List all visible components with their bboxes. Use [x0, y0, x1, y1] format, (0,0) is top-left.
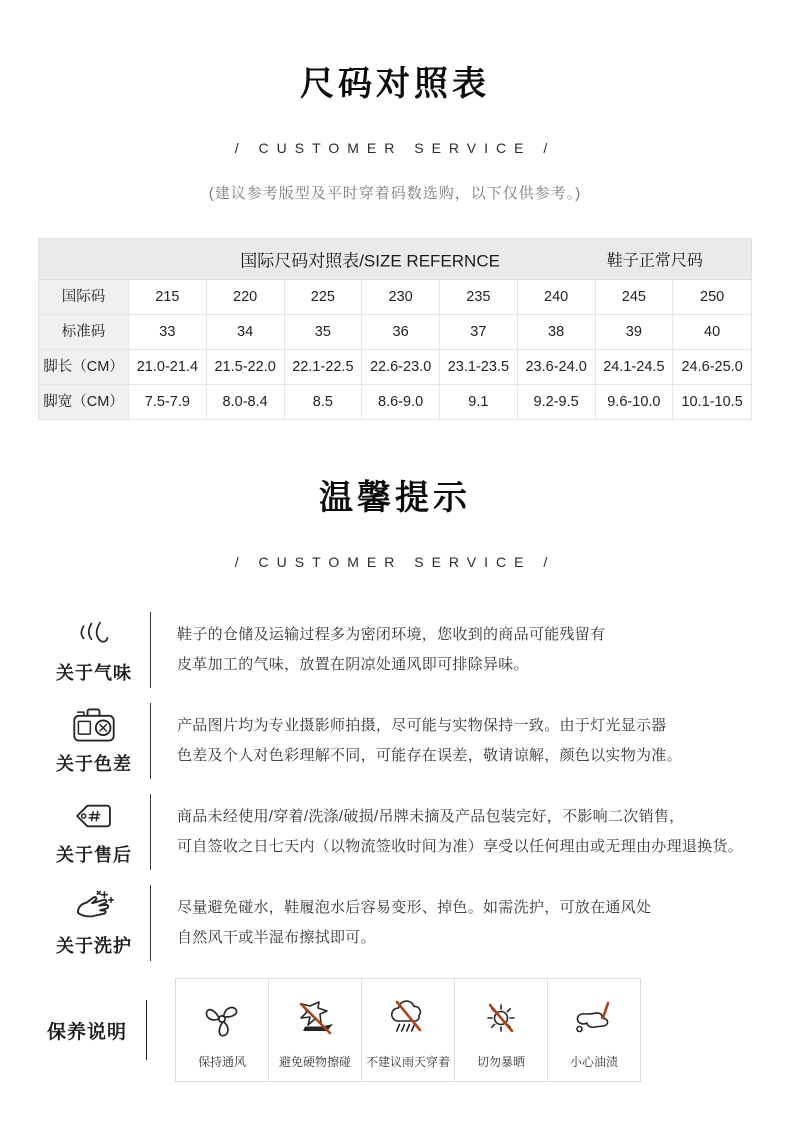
care-item-no-rain — [361, 978, 455, 1082]
care-item-label: 保持通风 — [197, 1055, 246, 1069]
table-cell: 10.1-10.5 — [673, 385, 751, 419]
tip-text-line: 鞋子的仓储及运输过程多为密闭环境，您收到的商品可能残留有 — [177, 625, 606, 643]
warm-tips-title: 温馨提示 — [319, 479, 471, 517]
table-cell: 37 — [440, 315, 518, 350]
table-cell: 8.0-8.4 — [207, 385, 285, 419]
tip-text-line: 尽量避免碰水，鞋履泡水后容易变形、掉色。如需洗护，可放在通风处 — [177, 898, 652, 916]
table-cell: 8.5 — [285, 385, 363, 419]
tip-label: 关于色差 — [56, 753, 132, 774]
table-cell: 21.5-22.0 — [207, 350, 285, 385]
tip-text — [151, 620, 605, 680]
table-cell: 245 — [596, 280, 674, 315]
table-cell: 33 — [129, 315, 207, 350]
tip-left-washing — [38, 888, 150, 958]
tip-text-line: 色差及个人对色彩理解不同，可能存在误差，敬请谅解，颜色以实物为准。 — [177, 746, 682, 764]
care-instructions-section — [38, 978, 790, 1082]
nose-smell-icon — [75, 615, 113, 653]
tip-text-line: 自然风干或半湿布擦拭即可。 — [177, 928, 376, 946]
care-boxes — [175, 978, 641, 1082]
camera-icon — [72, 706, 116, 744]
tip-label: 关于洗护 — [56, 935, 132, 956]
customer-service-subtitle: / CUSTOMER SERVICE / — [234, 140, 556, 156]
table-cell: 215 — [129, 280, 207, 315]
size-chart-title: 尺码对照表 — [300, 65, 490, 103]
table-cell: 34 — [207, 315, 285, 350]
table-cell: 8.6-9.0 — [362, 385, 440, 419]
table-cell: 230 — [362, 280, 440, 315]
care-section-label: 保养说明 — [46, 1021, 127, 1043]
tip-text-line: 商品未经使用/穿着/洗涤/破损/吊牌未摘及产品包装完好，不影响二次销售， — [177, 807, 685, 825]
size-table-body — [39, 280, 751, 419]
tip-left-aftersale — [38, 797, 150, 867]
table-cell: 9.2-9.5 — [518, 385, 596, 419]
tip-text-line: 产品图片均为专业摄影师拍摄，尽可能与实物保持一致。由于灯光显示器 — [177, 716, 667, 734]
care-item-no-sun — [454, 978, 548, 1082]
table-cell: 9.1 — [440, 385, 518, 419]
row-label-standard-size: 标准码 — [39, 315, 129, 350]
care-item-label: 不建议雨天穿着 — [365, 1055, 450, 1069]
no-rain-icon — [386, 997, 430, 1041]
customer-service-subtitle-2: / CUSTOMER SERVICE / — [234, 554, 556, 570]
table-cell: 38 — [518, 315, 596, 350]
tip-label: 关于售后 — [56, 844, 132, 865]
table-cell: 235 — [440, 280, 518, 315]
oil-stain-icon — [572, 997, 616, 1041]
table-cell: 23.6-24.0 — [518, 350, 596, 385]
row-label-foot-length: 脚长（CM） — [39, 350, 129, 385]
table-cell: 24.1-24.5 — [596, 350, 674, 385]
table-cell: 23.1-23.5 — [440, 350, 518, 385]
tip-text-line: 皮革加工的气味，放置在阴凉处通风即可排除异味。 — [177, 655, 529, 673]
care-item-label: 小心油渍 — [569, 1055, 618, 1069]
size-table-header — [39, 239, 751, 280]
size-table-header-left: 国际尺码对照表/SIZE REFERNCE — [240, 251, 500, 271]
table-cell: 21.0-21.4 — [129, 350, 207, 385]
table-cell: 225 — [285, 280, 363, 315]
care-item-oil-stain — [547, 978, 641, 1082]
vertical-divider — [146, 1000, 147, 1060]
table-cell: 24.6-25.0 — [673, 350, 751, 385]
tip-left-color — [38, 706, 150, 776]
table-cell: 250 — [673, 280, 751, 315]
tip-row-color — [38, 695, 752, 786]
size-table-header-right: 鞋子正常尺码 — [606, 252, 703, 270]
tip-row-aftersale — [38, 786, 752, 877]
tip-label: 关于气味 — [56, 662, 132, 683]
size-advice-note: (建议参考版型及平时穿着码数选购，以下仅供参考。) — [208, 185, 582, 202]
row-label-foot-width: 脚宽（CM） — [39, 385, 129, 419]
tips-list — [38, 604, 752, 968]
size-comparison-table — [38, 238, 752, 420]
table-cell: 7.5-7.9 — [129, 385, 207, 419]
table-cell: 35 — [285, 315, 363, 350]
fan-icon — [201, 997, 243, 1041]
table-cell: 240 — [518, 280, 596, 315]
care-item-no-hard-object — [268, 978, 362, 1082]
hand-wash-icon — [73, 888, 115, 926]
no-hard-object-icon — [293, 997, 337, 1041]
tip-row-smell — [38, 604, 752, 695]
table-cell: 22.6-23.0 — [362, 350, 440, 385]
price-tag-icon — [73, 797, 115, 835]
table-cell: 40 — [673, 315, 751, 350]
tip-text — [151, 711, 682, 771]
tip-left-smell — [38, 615, 150, 685]
no-sun-icon — [479, 997, 523, 1041]
tip-text — [151, 893, 651, 953]
row-label-intl-size: 国际码 — [39, 280, 129, 315]
table-cell: 36 — [362, 315, 440, 350]
tip-text-line: 可自签收之日七天内（以物流签收时间为准）享受以任何理由或无理由办理退换货。 — [177, 837, 744, 855]
care-item-ventilation — [175, 978, 269, 1082]
tip-row-washing — [38, 877, 752, 968]
table-cell: 220 — [207, 280, 285, 315]
care-item-label: 切勿暴晒 — [476, 1055, 525, 1069]
table-cell: 39 — [596, 315, 674, 350]
care-item-label: 避免硬物擦碰 — [278, 1055, 351, 1069]
table-cell: 22.1-22.5 — [285, 350, 363, 385]
table-cell: 9.6-10.0 — [596, 385, 674, 419]
tip-text — [151, 802, 743, 862]
